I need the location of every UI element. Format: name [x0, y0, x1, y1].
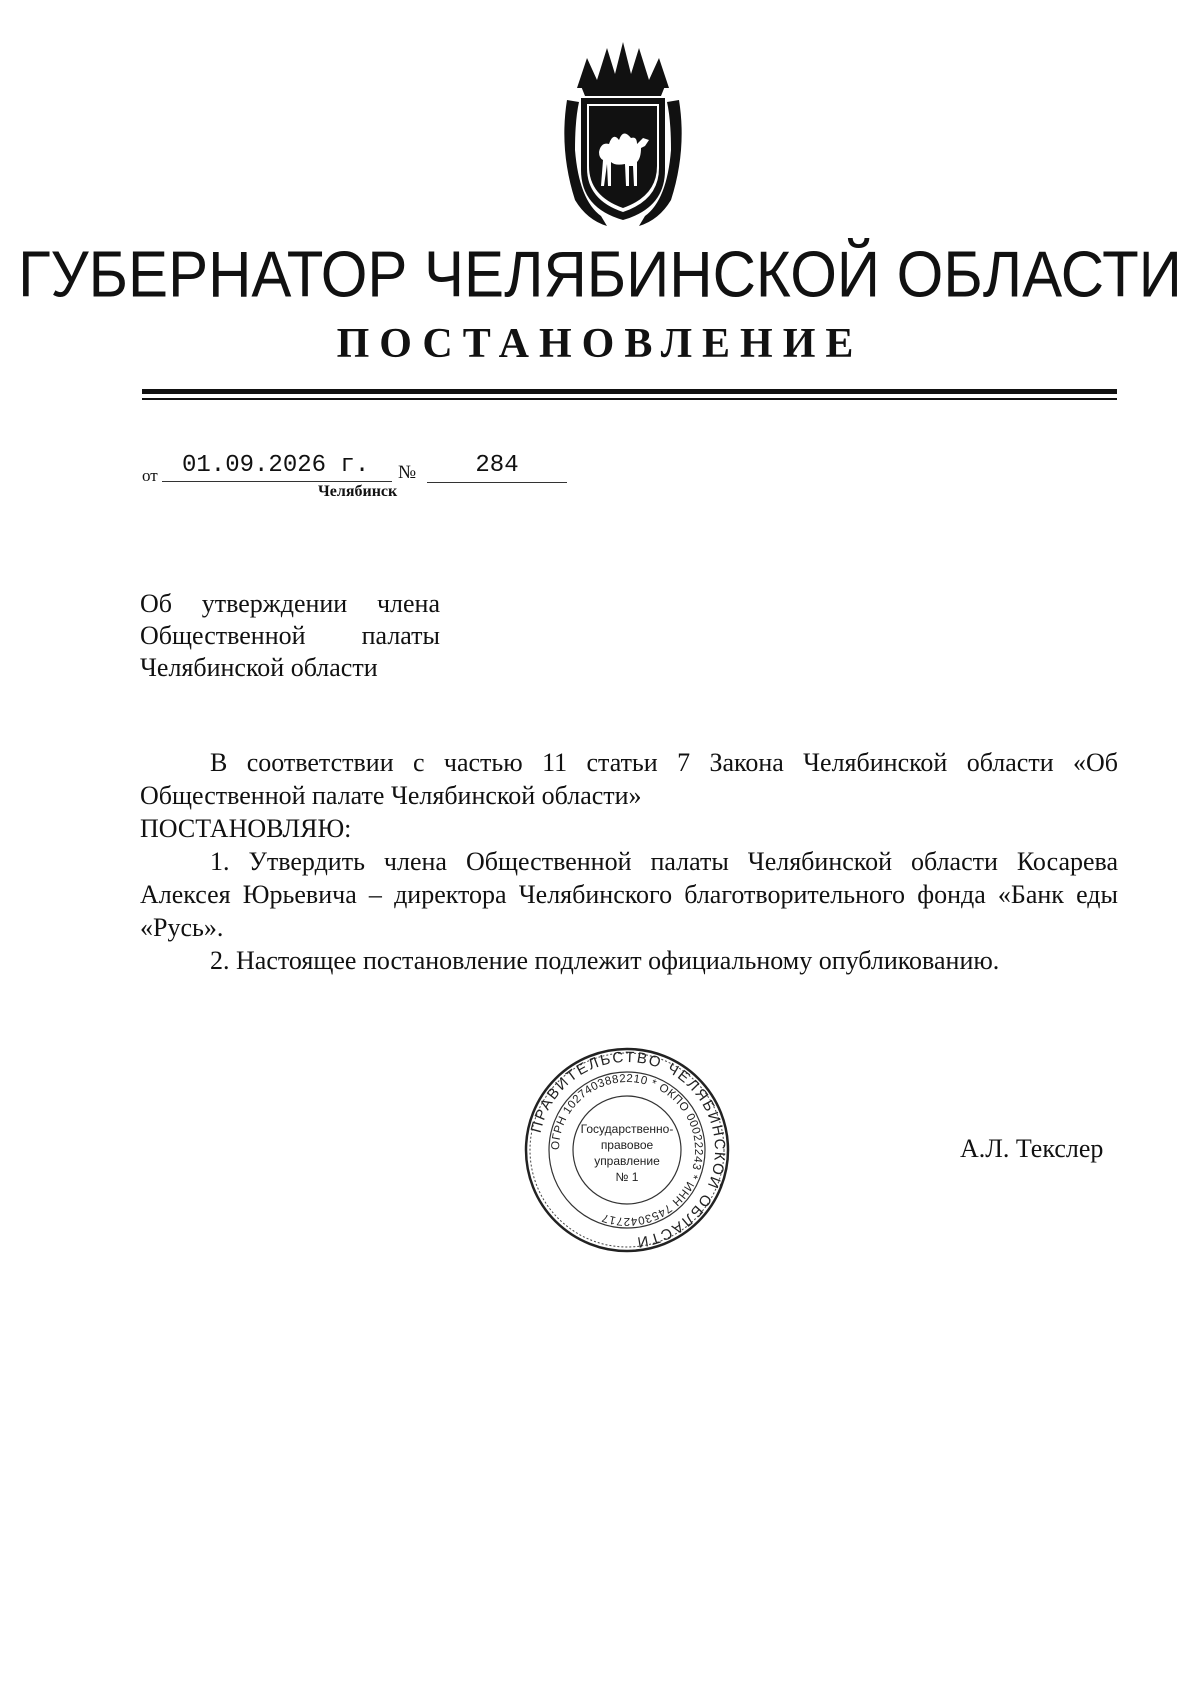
signatory-name: А.Л. Текслер [960, 1134, 1104, 1163]
issue-city: Челябинск [318, 483, 398, 500]
coat-of-arms-camel-icon [557, 40, 689, 230]
preamble-paragraph: В соответствии с частью 11 статьи 7 Закона Челябинской области «Об Общественной палате Челябинской области» [140, 748, 1118, 810]
stamp-center-line: управление [594, 1154, 660, 1168]
clause-2: 2. Настоящее постановление подлежит официальному опубликованию. [210, 946, 1000, 975]
issuer-title: ГУБЕРНАТОР ЧЕЛЯБИНСКОЙ ОБЛАСТИ [18, 238, 1182, 311]
document-subject [140, 588, 440, 684]
document-body [140, 746, 1118, 977]
stamp-outer-text: ПРАВИТЕЛЬСТВО ЧЕЛЯБИНСКОЙ ОБЛАСТИ [527, 1048, 729, 1251]
official-seal-stamp [522, 1045, 732, 1255]
document-type-title: ПОСТАНОВЛЕНИЕ [336, 321, 864, 367]
subject-line: Общественной палаты [140, 621, 440, 650]
stamp-center-line: правовое [600, 1138, 654, 1152]
document-date: 01.09.2026 г. [162, 452, 392, 482]
stamp-center-line: № 1 [615, 1170, 639, 1184]
subject-line: Об утверждении члена [140, 589, 440, 618]
number-label: № [398, 462, 417, 483]
date-prefix-label: от [142, 466, 158, 485]
decree-word: ПОСТАНОВЛЯЮ: [140, 814, 352, 843]
header-divider-thick [142, 389, 1117, 394]
stamp-center-line: Государственно- [580, 1122, 674, 1136]
header-divider-thin [142, 398, 1117, 400]
subject-line: Челябинской области [140, 653, 378, 682]
clause-1: 1. Утвердить члена Общественной палаты Челябинской области Косарева Алексея Юрьевича – директора Челябинского благотворительного фонда «Банк еды «Русь». [140, 847, 1118, 942]
document-number: 284 [427, 452, 567, 483]
stamp-inner-text: ОГРН 1027403882210 * ОКПО 00022243 * ИНН 7453042717 [549, 1072, 705, 1228]
